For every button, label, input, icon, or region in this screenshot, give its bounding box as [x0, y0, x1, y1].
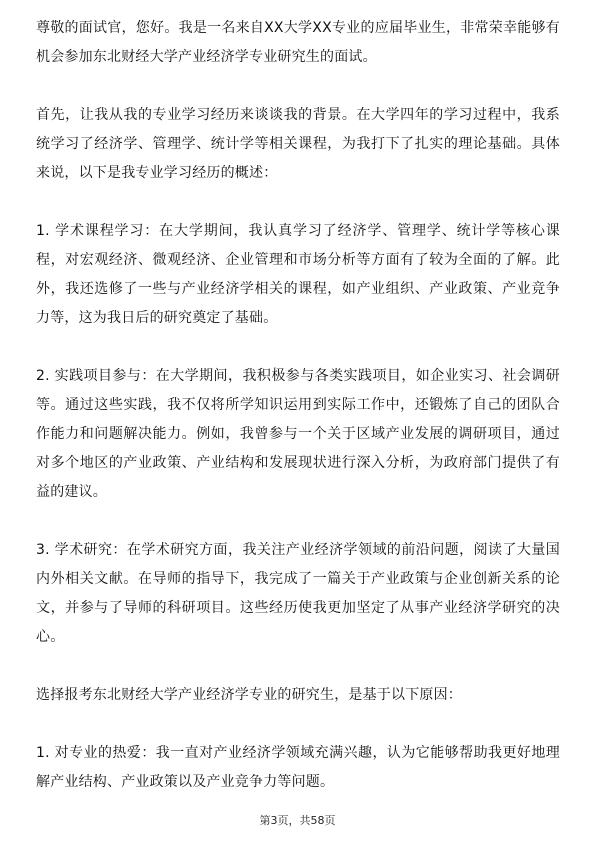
paragraph-research: 3. 学术研究：在学术研究方面，我关注产业经济学领域的前沿问题，阅读了大量国内外相关文献。在导师的指导下，我完成了一篇关于产业政策与企业创新关系的论文，并参与了导师的科研项目。这些经历使我更加坚定了从事产业经济学研究的决心。: [36, 542, 560, 645]
paragraph-reasons-intro: 选择报考东北财经大学产业经济学专业的研究生，是基于以下原因：: [36, 687, 462, 703]
paragraph-reason-passion: 1. 对专业的热爱：我一直对产业经济学领域充满兴趣，认为它能够帮助我更好地理解产业结构、产业政策以及产业竞争力等问题。: [36, 745, 560, 790]
page-footer: 第3页，共58页: [259, 814, 336, 827]
paragraph-practice: 2. 实践项目参与：在大学期间，我积极参与各类实践项目，如企业实习、社会调研等。通过这些实践，我不仅将所学知识运用到实际工作中，还锻炼了自己的团队合作能力和问题解决能力。例如，我曾参与一个关于区域产业发展的调研项目，通过对多个地区的产业政策、产业结构和发展现状进行深入分析，为政府部门提供了有益的建议。: [36, 368, 560, 500]
document-body: [36, 14, 560, 797]
paragraph-coursework: 1. 学术课程学习：在大学期间，我认真学习了经济学、管理学、统计学等核心课程，对宏观经济、微观经济、企业管理和市场分析等方面有了较为全面的了解。此外，我还选修了一些与产业经济学相关的课程，如产业组织、产业政策、产业竞争力等，这为我日后的研究奠定了基础。: [36, 223, 560, 326]
paragraph-background: 首先，让我从我的专业学习经历来谈谈我的背景。在大学四年的学习过程中，我系统学习了经济学、管理学、统计学等相关课程，为我打下了扎实的理论基础。具体来说，以下是我专业学习经历的概述：: [36, 107, 560, 181]
paragraph-greeting: 尊敬的面试官，您好。我是一名来自XX大学XX专业的应届毕业生，非常荣幸能够有机会参加东北财经大学产业经济学专业研究生的面试。: [36, 20, 560, 65]
